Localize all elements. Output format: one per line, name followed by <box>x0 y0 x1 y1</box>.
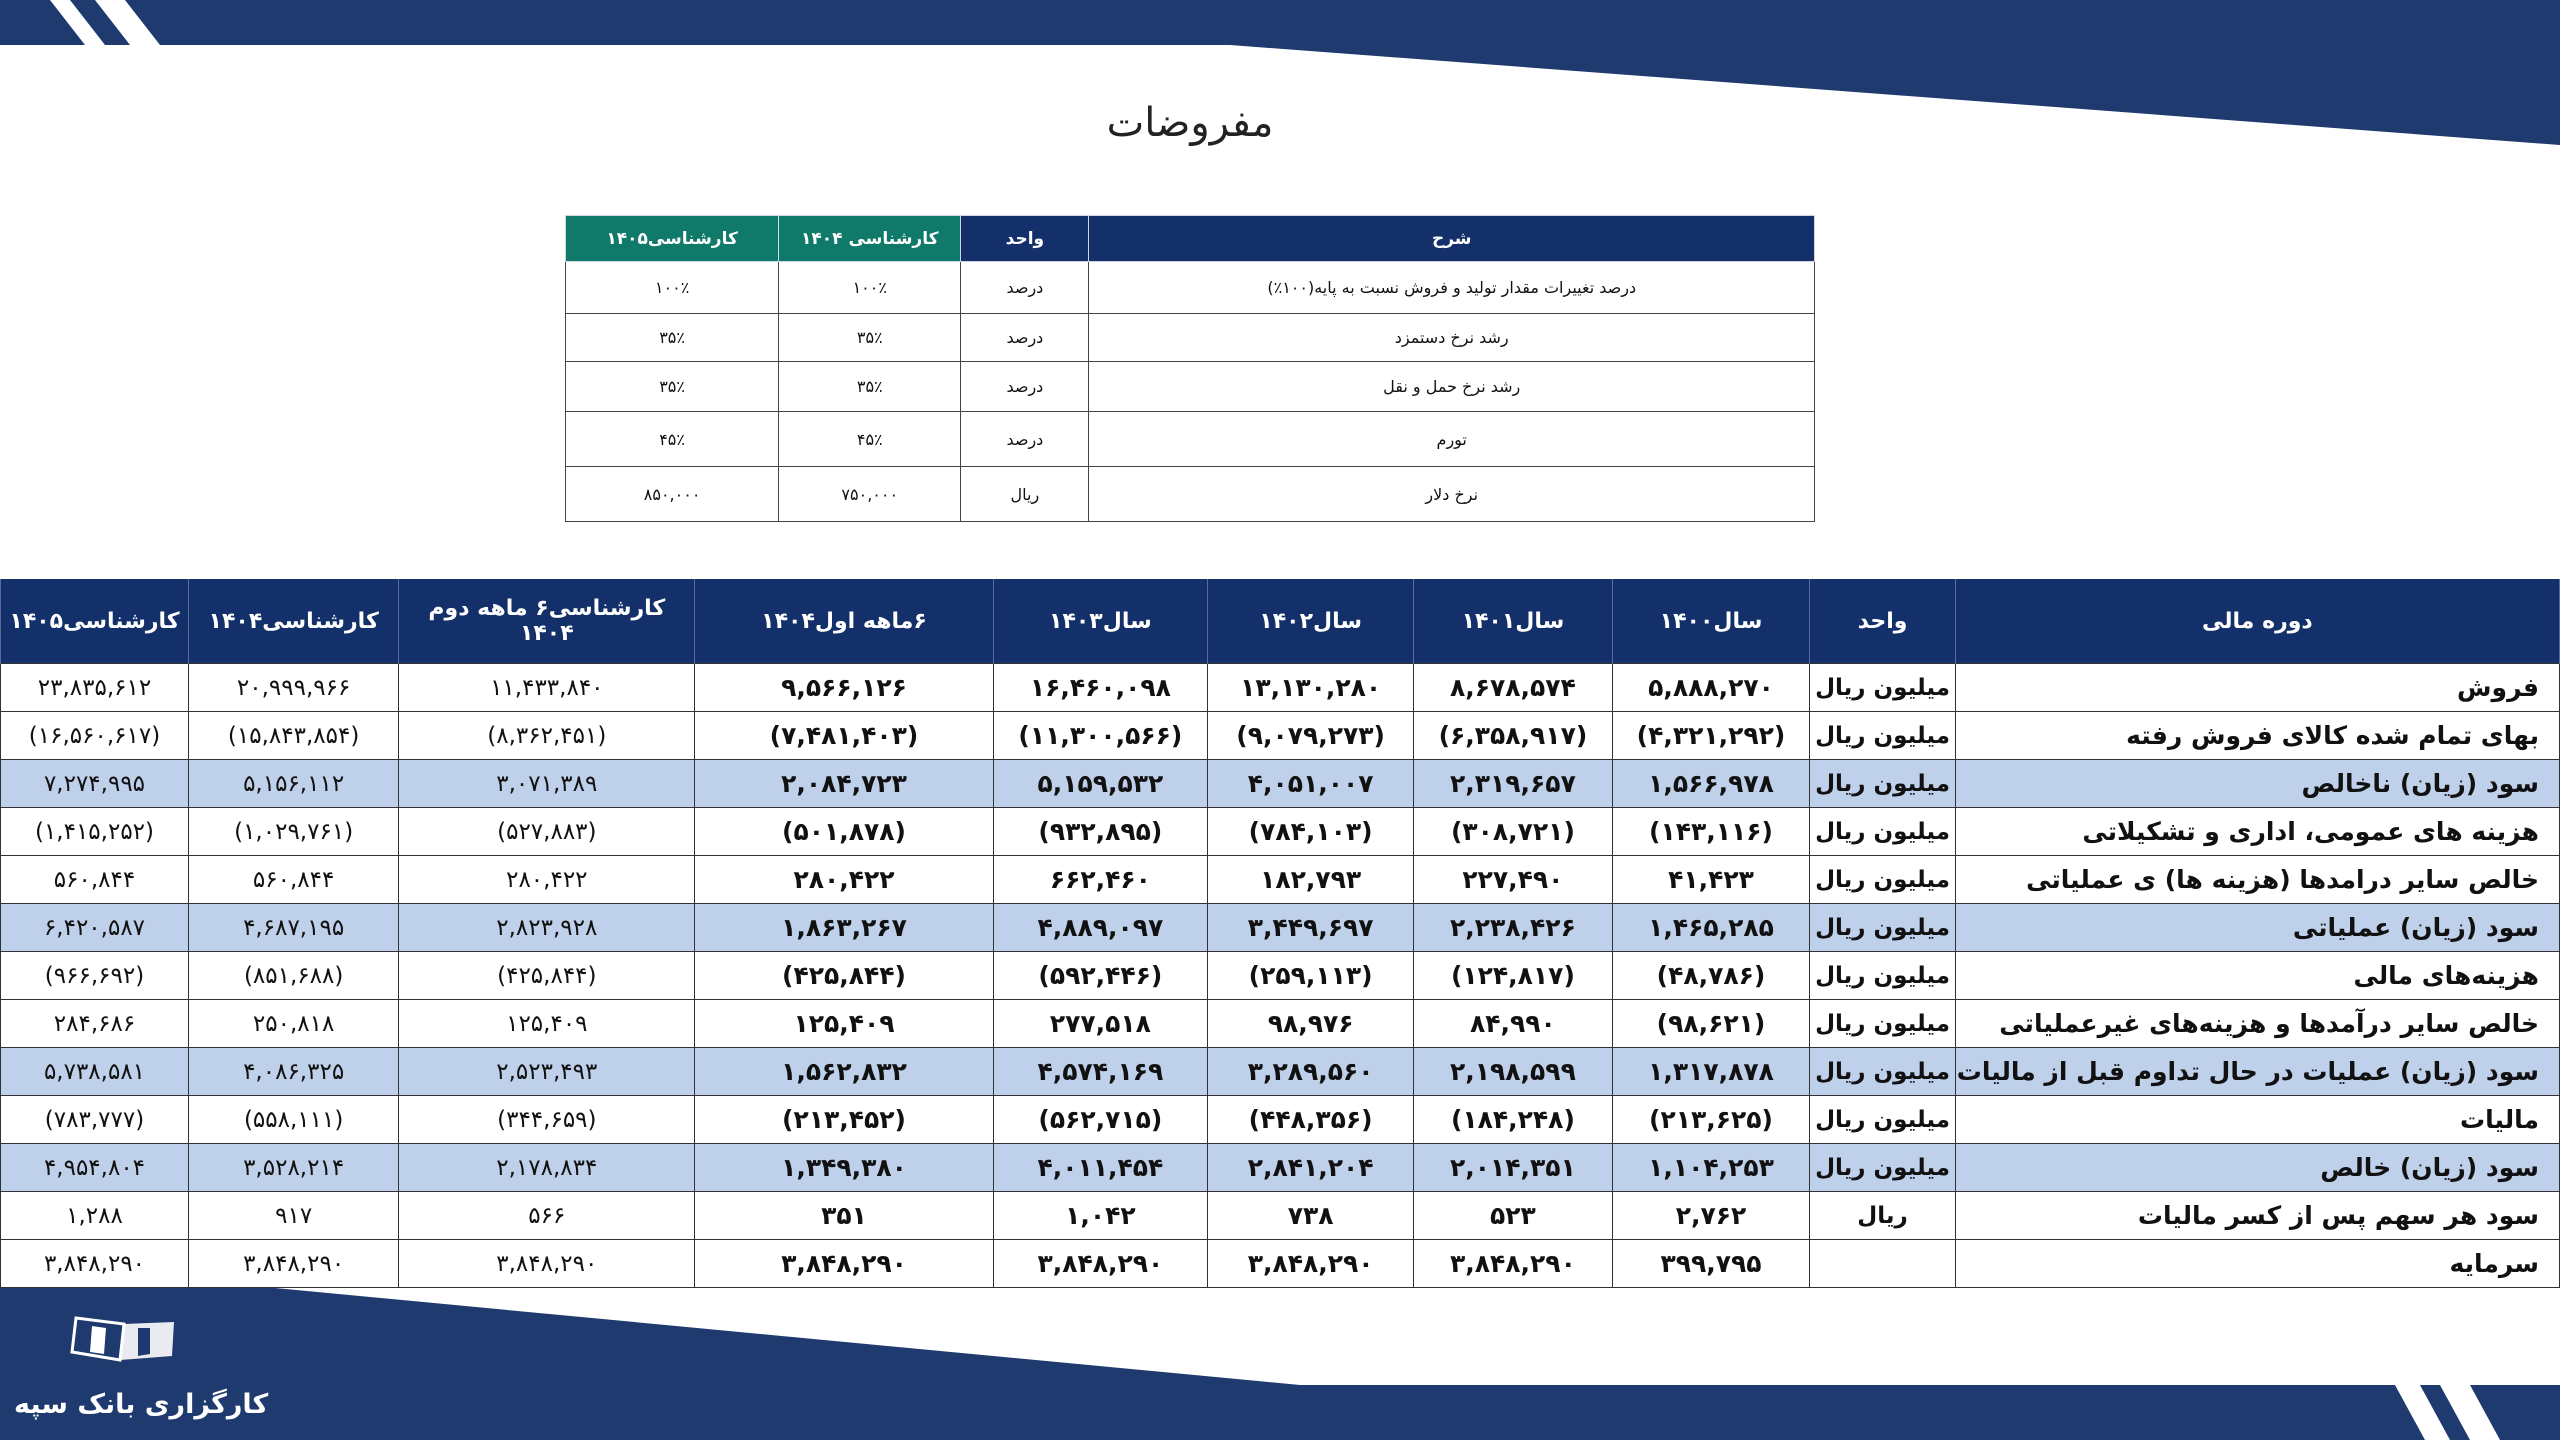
row-unit: میلیون ریال <box>1810 808 1955 856</box>
row-value: (۲۱۳,۴۵۲) <box>695 1096 993 1144</box>
financial-header-3: سال۱۴۰۱ <box>1414 579 1613 664</box>
row-value: (۹,۰۷۹,۲۷۳) <box>1208 712 1414 760</box>
row-value: ۲,۷۶۲ <box>1612 1192 1810 1240</box>
assumption-1404: ۳۵٪ <box>779 362 961 412</box>
row-unit: میلیون ریال <box>1810 1048 1955 1096</box>
row-value: ۵۶۰,۸۴۴ <box>1 856 189 904</box>
row-value: (۱۵,۸۴۳,۸۵۴) <box>189 712 399 760</box>
row-value: ۱,۱۰۴,۲۵۳ <box>1612 1144 1810 1192</box>
row-value: ۱,۸۶۳,۲۶۷ <box>695 904 993 952</box>
assumption-1405: ۴۵٪ <box>566 412 779 467</box>
row-value: (۵۵۸,۱۱۱) <box>189 1096 399 1144</box>
row-value: ۱,۳۴۹,۳۸۰ <box>695 1144 993 1192</box>
financial-header-1: واحد <box>1810 579 1955 664</box>
row-value: ۲,۸۲۳,۹۲۸ <box>399 904 695 952</box>
row-unit: میلیون ریال <box>1810 952 1955 1000</box>
row-value: ۱۸۲,۷۹۳ <box>1208 856 1414 904</box>
assumption-desc: درصد تغییرات مقدار تولید و فروش نسبت به پایه(۱۰۰٪) <box>1089 262 1815 314</box>
assumption-1405: ۸۵۰,۰۰۰ <box>566 467 779 522</box>
row-value: ۸۴,۹۹۰ <box>1414 1000 1613 1048</box>
financial-row <box>1 952 2560 1000</box>
assumption-desc: رشد نرخ دستمزد <box>1089 314 1815 362</box>
row-unit: میلیون ریال <box>1810 1144 1955 1192</box>
row-value: (۲۱۳,۶۲۵) <box>1612 1096 1810 1144</box>
financial-header-8: کارشناسی۱۴۰۴ <box>189 579 399 664</box>
row-value: ۳,۸۴۸,۲۹۰ <box>1208 1240 1414 1288</box>
row-value: ۳,۸۴۸,۲۹۰ <box>695 1240 993 1288</box>
row-value: ۳,۸۴۸,۲۹۰ <box>993 1240 1208 1288</box>
assumption-unit: درصد <box>961 412 1089 467</box>
row-unit: میلیون ریال <box>1810 904 1955 952</box>
assumptions-header-row <box>566 216 1815 262</box>
row-unit: میلیون ریال <box>1810 664 1955 712</box>
row-value: ۲۵۰,۸۱۸ <box>189 1000 399 1048</box>
assumption-row <box>566 262 1815 314</box>
row-value: ۲۸۴,۶۸۶ <box>1 1000 189 1048</box>
assumption-1404: ۴۵٪ <box>779 412 961 467</box>
row-value: (۹۸,۶۲۱) <box>1612 1000 1810 1048</box>
row-label: خالص سایر درامدها (هزینه ها) ی عملیاتی <box>1955 856 2559 904</box>
row-label: سود (زیان) خالص <box>1955 1144 2559 1192</box>
row-value: ۳,۴۴۹,۶۹۷ <box>1208 904 1414 952</box>
row-value: ۲,۰۱۴,۳۵۱ <box>1414 1144 1613 1192</box>
financial-header-row <box>1 579 2560 664</box>
row-value: (۳۴۴,۶۵۹) <box>399 1096 695 1144</box>
row-value: (۱۱,۳۰۰,۵۶۶) <box>993 712 1208 760</box>
row-value: (۲۵۹,۱۱۳) <box>1208 952 1414 1000</box>
row-value: ۱۲۵,۴۰۹ <box>695 1000 993 1048</box>
row-label: سود هر سهم پس از کسر مالیات <box>1955 1192 2559 1240</box>
row-value: ۳۹۹,۷۹۵ <box>1612 1240 1810 1288</box>
row-unit: میلیون ریال <box>1810 712 1955 760</box>
row-value: ۲,۲۳۸,۴۲۶ <box>1414 904 1613 952</box>
row-value: ۶۶۲,۴۶۰ <box>993 856 1208 904</box>
financial-row <box>1 856 2560 904</box>
financial-header-6: ۶ماهه اول۱۴۰۴ <box>695 579 993 664</box>
row-unit: ریال <box>1810 1192 1955 1240</box>
financial-table <box>0 579 2560 1288</box>
row-value: ۳,۸۴۸,۲۹۰ <box>399 1240 695 1288</box>
row-value: ۱۶,۴۶۰,۰۹۸ <box>993 664 1208 712</box>
row-label: سرمایه <box>1955 1240 2559 1288</box>
row-value: (۱۴۳,۱۱۶) <box>1612 808 1810 856</box>
row-value: (۱۶,۵۶۰,۶۱۷) <box>1 712 189 760</box>
row-label: سود (زیان) عملیات در حال تداوم قبل از مالیات <box>1955 1048 2559 1096</box>
row-label: سود (زیان) ناخالص <box>1955 760 2559 808</box>
row-value: (۴,۳۲۱,۲۹۲) <box>1612 712 1810 760</box>
row-value: (۹۳۲,۸۹۵) <box>993 808 1208 856</box>
row-value: (۴۸,۷۸۶) <box>1612 952 1810 1000</box>
row-value: (۷۸۴,۱۰۳) <box>1208 808 1414 856</box>
assumption-row <box>566 362 1815 412</box>
header-1405: کارشناسی۱۴۰۵ <box>566 216 779 262</box>
brand-block <box>14 1389 268 1420</box>
row-value: ۳,۸۴۸,۲۹۰ <box>1414 1240 1613 1288</box>
row-value: ۴,۰۸۶,۳۲۵ <box>189 1048 399 1096</box>
row-value: ۵,۱۵۹,۵۳۲ <box>993 760 1208 808</box>
header-unit: واحد <box>961 216 1089 262</box>
row-value: ۲۰,۹۹۹,۹۶۶ <box>189 664 399 712</box>
row-value: ۲,۱۷۸,۸۳۴ <box>399 1144 695 1192</box>
row-value: ۴۱,۴۲۳ <box>1612 856 1810 904</box>
row-value: ۷۳۸ <box>1208 1192 1414 1240</box>
row-value: ۳,۸۴۸,۲۹۰ <box>189 1240 399 1288</box>
row-value: (۶,۳۵۸,۹۱۷) <box>1414 712 1613 760</box>
header-desc: شرح <box>1089 216 1815 262</box>
row-label: بهای تمام شده کالای فروش رفته <box>1955 712 2559 760</box>
row-value: (۳۰۸,۷۲۱) <box>1414 808 1613 856</box>
row-label: هزینه‌های مالی <box>1955 952 2559 1000</box>
row-value: ۲۳,۸۳۵,۶۱۲ <box>1 664 189 712</box>
financial-header-2: سال۱۴۰۰ <box>1612 579 1810 664</box>
row-value: ۱,۳۱۷,۸۷۸ <box>1612 1048 1810 1096</box>
row-value: ۱۱,۴۳۳,۸۴۰ <box>399 664 695 712</box>
row-value: ۳,۲۸۹,۵۶۰ <box>1208 1048 1414 1096</box>
row-value: ۳,۸۴۸,۲۹۰ <box>1 1240 189 1288</box>
row-value: ۷,۲۷۴,۹۹۵ <box>1 760 189 808</box>
row-value: ۲,۸۴۱,۲۰۴ <box>1208 1144 1414 1192</box>
brand-name: کارگزاری بانک سپه <box>14 1389 269 1420</box>
row-value: (۷,۴۸۱,۴۰۳) <box>695 712 993 760</box>
row-unit: میلیون ریال <box>1810 1096 1955 1144</box>
financial-header-0: دوره مالی <box>1955 579 2559 664</box>
assumption-unit: درصد <box>961 314 1089 362</box>
financial-row <box>1 712 2560 760</box>
row-value: (۵۶۲,۷۱۵) <box>993 1096 1208 1144</box>
financial-header-4: سال۱۴۰۲ <box>1208 579 1414 664</box>
row-value: (۸۵۱,۶۸۸) <box>189 952 399 1000</box>
row-value: ۴,۵۷۴,۱۶۹ <box>993 1048 1208 1096</box>
financial-row <box>1 904 2560 952</box>
assumption-row <box>566 467 1815 522</box>
assumptions-table <box>565 215 1815 522</box>
row-value: ۳۵۱ <box>695 1192 993 1240</box>
row-label: مالیات <box>1955 1096 2559 1144</box>
row-value: (۹۶۶,۶۹۲) <box>1 952 189 1000</box>
row-value: (۴۴۸,۳۵۶) <box>1208 1096 1414 1144</box>
row-value: ۲,۵۲۳,۴۹۳ <box>399 1048 695 1096</box>
financial-row <box>1 1240 2560 1288</box>
row-value: ۵,۷۳۸,۵۸۱ <box>1 1048 189 1096</box>
row-value: ۱۳,۱۳۰,۲۸۰ <box>1208 664 1414 712</box>
row-value: (۵۰۱,۸۷۸) <box>695 808 993 856</box>
row-value: ۹,۵۶۶,۱۲۶ <box>695 664 993 712</box>
row-value: ۳,۰۷۱,۳۸۹ <box>399 760 695 808</box>
row-unit: میلیون ریال <box>1810 760 1955 808</box>
row-value: ۲,۳۱۹,۶۵۷ <box>1414 760 1613 808</box>
financial-header-7: کارشناسی۶ ماهه دوم ۱۴۰۴ <box>399 579 695 664</box>
page-title: مفروضات <box>1106 100 1274 146</box>
assumption-row <box>566 314 1815 362</box>
row-value: ۱۲۵,۴۰۹ <box>399 1000 695 1048</box>
row-value: ۱,۴۶۵,۲۸۵ <box>1612 904 1810 952</box>
row-value: (۱۲۴,۸۱۷) <box>1414 952 1613 1000</box>
row-value: ۵۶۰,۸۴۴ <box>189 856 399 904</box>
row-value: (۵۹۲,۴۴۶) <box>993 952 1208 1000</box>
financial-header-5: سال۱۴۰۳ <box>993 579 1208 664</box>
row-value: ۳,۵۲۸,۲۱۴ <box>189 1144 399 1192</box>
row-label: خالص سایر درآمدها و هزینه‌های غیرعملیاتی <box>1955 1000 2559 1048</box>
assumption-1404: ۳۵٪ <box>779 314 961 362</box>
financial-row <box>1 760 2560 808</box>
row-value: ۱,۵۶۲,۸۳۲ <box>695 1048 993 1096</box>
assumption-1405: ۱۰۰٪ <box>566 262 779 314</box>
financial-row <box>1 1000 2560 1048</box>
assumption-unit: درصد <box>961 262 1089 314</box>
row-value: (۱۸۴,۲۴۸) <box>1414 1096 1613 1144</box>
row-value: ۵,۱۵۶,۱۱۲ <box>189 760 399 808</box>
row-value: ۹۱۷ <box>189 1192 399 1240</box>
row-value: (۴۲۵,۸۴۴) <box>695 952 993 1000</box>
row-value: ۲,۰۸۴,۷۲۳ <box>695 760 993 808</box>
row-label: فروش <box>1955 664 2559 712</box>
row-value: (۱,۰۲۹,۷۶۱) <box>189 808 399 856</box>
row-value: (۵۲۷,۸۸۳) <box>399 808 695 856</box>
assumption-1405: ۳۵٪ <box>566 314 779 362</box>
financial-row <box>1 1048 2560 1096</box>
financial-header-9: کارشناسی۱۴۰۵ <box>1 579 189 664</box>
row-value: ۲۲۷,۴۹۰ <box>1414 856 1613 904</box>
row-value: ۴,۸۸۹,۰۹۷ <box>993 904 1208 952</box>
row-value: (۸,۳۶۲,۴۵۱) <box>399 712 695 760</box>
financial-row <box>1 808 2560 856</box>
row-label: هزینه های عمومی، اداری و تشکیلاتی <box>1955 808 2559 856</box>
row-value: (۴۲۵,۸۴۴) <box>399 952 695 1000</box>
row-value: ۵۶۶ <box>399 1192 695 1240</box>
row-value: ۵,۸۸۸,۲۷۰ <box>1612 664 1810 712</box>
row-value: ۹۸,۹۷۶ <box>1208 1000 1414 1048</box>
row-value: (۱,۴۱۵,۲۵۲) <box>1 808 189 856</box>
row-value: ۱,۰۴۲ <box>993 1192 1208 1240</box>
assumption-desc: رشد نرخ حمل و نقل <box>1089 362 1815 412</box>
row-unit <box>1810 1240 1955 1288</box>
row-value: ۱,۲۸۸ <box>1 1192 189 1240</box>
row-value: ۲۸۰,۴۲۲ <box>399 856 695 904</box>
assumption-desc: تورم <box>1089 412 1815 467</box>
assumption-1405: ۳۵٪ <box>566 362 779 412</box>
row-unit: میلیون ریال <box>1810 1000 1955 1048</box>
row-value: ۲,۱۹۸,۵۹۹ <box>1414 1048 1613 1096</box>
bank-sepah-logo-icon <box>62 1312 192 1372</box>
row-value: ۲۸۰,۴۲۲ <box>695 856 993 904</box>
assumption-row <box>566 412 1815 467</box>
row-value: ۴,۹۵۴,۸۰۴ <box>1 1144 189 1192</box>
financial-row <box>1 1192 2560 1240</box>
header-1404: کارشناسی ۱۴۰۴ <box>779 216 961 262</box>
row-value: ۲۷۷,۵۱۸ <box>993 1000 1208 1048</box>
financial-row <box>1 1096 2560 1144</box>
financial-row <box>1 1144 2560 1192</box>
row-label: سود (زیان) عملیاتی <box>1955 904 2559 952</box>
row-value: ۱,۵۶۶,۹۷۸ <box>1612 760 1810 808</box>
assumption-1404: ۷۵۰,۰۰۰ <box>779 467 961 522</box>
assumption-unit: درصد <box>961 362 1089 412</box>
row-unit: میلیون ریال <box>1810 856 1955 904</box>
assumption-1404: ۱۰۰٪ <box>779 262 961 314</box>
row-value: ۶,۴۲۰,۵۸۷ <box>1 904 189 952</box>
assumption-desc: نرخ دلار <box>1089 467 1815 522</box>
row-value: ۴,۰۵۱,۰۰۷ <box>1208 760 1414 808</box>
assumption-unit: ریال <box>961 467 1089 522</box>
financial-row <box>1 664 2560 712</box>
row-value: ۵۲۳ <box>1414 1192 1613 1240</box>
row-value: (۷۸۳,۷۷۷) <box>1 1096 189 1144</box>
row-value: ۴,۰۱۱,۴۵۴ <box>993 1144 1208 1192</box>
row-value: ۴,۶۸۷,۱۹۵ <box>189 904 399 952</box>
row-value: ۸,۶۷۸,۵۷۴ <box>1414 664 1613 712</box>
